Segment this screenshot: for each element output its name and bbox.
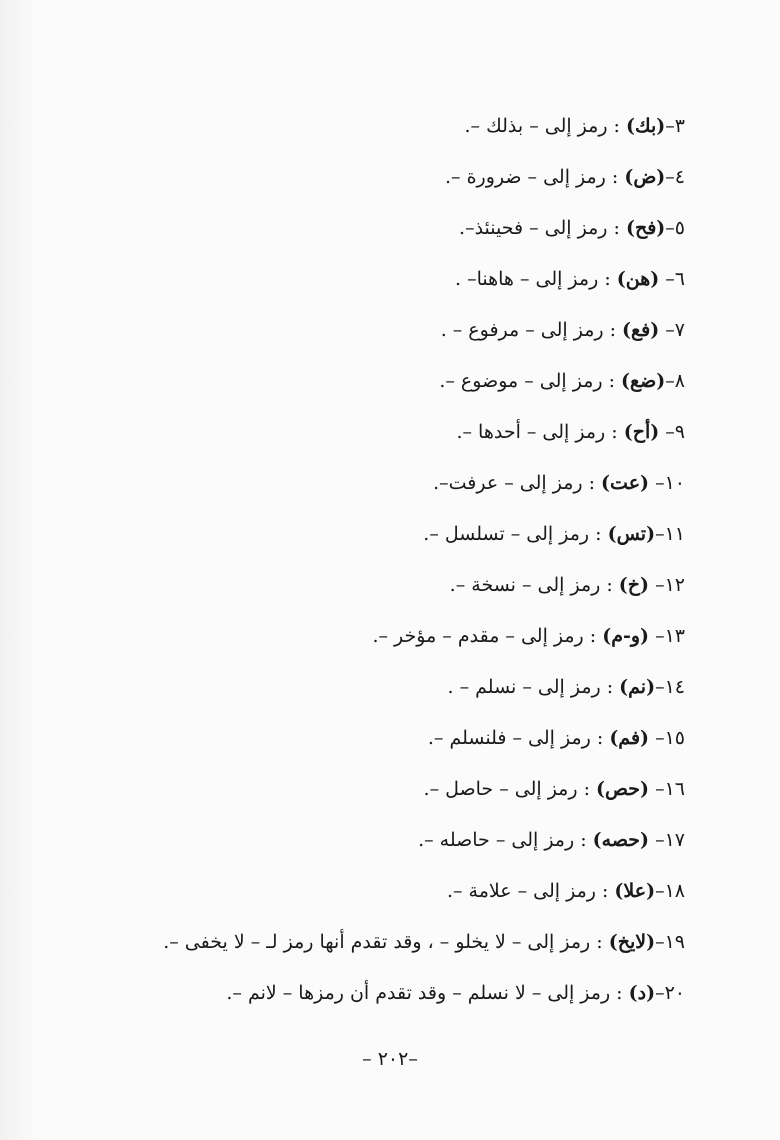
item-text: : رمز إلى – لا نسلم – وقد تقدم أن رمزها – لانم –. (226, 982, 629, 1004)
list-item (85, 567, 685, 618)
item-text: : رمز إلى – ضرورة –. (444, 166, 625, 188)
item-number: ١٨– (655, 880, 685, 902)
item-symbol: (د) (628, 982, 656, 1004)
item-symbol: (حصه) (592, 829, 650, 851)
item-number: ٢٠– (655, 982, 685, 1004)
item-text: : رمز إلى – أحدها –. (456, 421, 624, 443)
item-symbol: (خ) (618, 574, 650, 596)
list-item (85, 873, 685, 924)
item-number: ١٤– (655, 676, 685, 698)
item-symbol: (تس) (607, 523, 656, 545)
item-text: : رمز إلى – هاهنا– . (454, 268, 617, 290)
list-item (85, 516, 685, 567)
item-text: : رمز إلى – موضوع –. (439, 370, 622, 392)
page-edge-shadow (0, 0, 38, 1140)
item-symbol: (أح) (623, 421, 660, 443)
item-symbol: (فح) (625, 217, 666, 239)
item-symbol: (لايخ) (608, 931, 656, 953)
page-number: –٢٠٢ – (362, 1048, 418, 1070)
list-item (85, 363, 685, 414)
item-number: ٨– (665, 370, 685, 392)
item-number: ١٩– (655, 931, 685, 953)
item-text: : رمز إلى – نسخة –. (449, 574, 619, 596)
item-text: : رمز إلى – حاصل –. (423, 778, 597, 800)
item-text: : رمز إلى – عرفت–. (433, 472, 602, 494)
list-item (85, 261, 685, 312)
list-item (85, 159, 685, 210)
item-text: : رمز إلى – علامة –. (446, 880, 615, 902)
list-item (85, 924, 685, 975)
item-number: ٥– (665, 217, 685, 239)
item-symbol: (فم) (609, 727, 650, 749)
item-number: ٧– (659, 319, 685, 341)
item-text: : رمز إلى – فلنسلم –. (427, 727, 610, 749)
item-text: : رمز إلى – بذلك –. (464, 115, 626, 137)
list-item (85, 771, 685, 822)
item-number: ١٢– (649, 574, 685, 596)
item-symbol: (هن) (616, 268, 660, 290)
item-number: ٩– (659, 421, 685, 443)
item-text: : رمز إلى – فحينئذ–. (459, 217, 626, 239)
list-item (85, 720, 685, 771)
item-number: ١١– (655, 523, 685, 545)
item-symbol: (ض) (624, 166, 666, 188)
item-symbol: (و-م) (602, 625, 650, 647)
item-number: ١٥– (649, 727, 685, 749)
item-number: ١٧– (649, 829, 685, 851)
item-symbol: (فع) (622, 319, 660, 341)
list-item (85, 414, 685, 465)
abbreviation-list (85, 108, 685, 1026)
item-number: ١٣– (649, 625, 685, 647)
list-item (85, 618, 685, 669)
item-text: : رمز إلى – مرفوع – . (440, 319, 623, 341)
item-symbol: (عت) (601, 472, 650, 494)
item-text: : رمز إلى – لا يخلو – ، وقد تقدم أنها رمز لـ – لا يخفى –. (163, 931, 609, 953)
list-item (85, 108, 685, 159)
item-symbol: (ضع) (621, 370, 666, 392)
list-item (85, 210, 685, 261)
item-number: ١٦– (649, 778, 685, 800)
item-text: : رمز إلى – حاصله –. (418, 829, 593, 851)
item-text: : رمز إلى – نسلم – . (447, 676, 620, 698)
list-item (85, 822, 685, 873)
item-number: ٤– (665, 166, 685, 188)
item-symbol: (حص) (596, 778, 650, 800)
item-symbol: (علا) (614, 880, 656, 902)
list-item (85, 975, 685, 1026)
item-number: ٣– (665, 115, 685, 137)
item-symbol: (بك) (626, 115, 666, 137)
item-text: : رمز إلى – تسلسل –. (423, 523, 608, 545)
list-item (85, 312, 685, 363)
item-number: ١٠– (649, 472, 685, 494)
list-item (85, 669, 685, 720)
item-text: : رمز إلى – مقدم – مؤخر –. (372, 625, 603, 647)
item-symbol: (نم) (619, 676, 656, 698)
list-item (85, 465, 685, 516)
item-number: ٦– (659, 268, 685, 290)
